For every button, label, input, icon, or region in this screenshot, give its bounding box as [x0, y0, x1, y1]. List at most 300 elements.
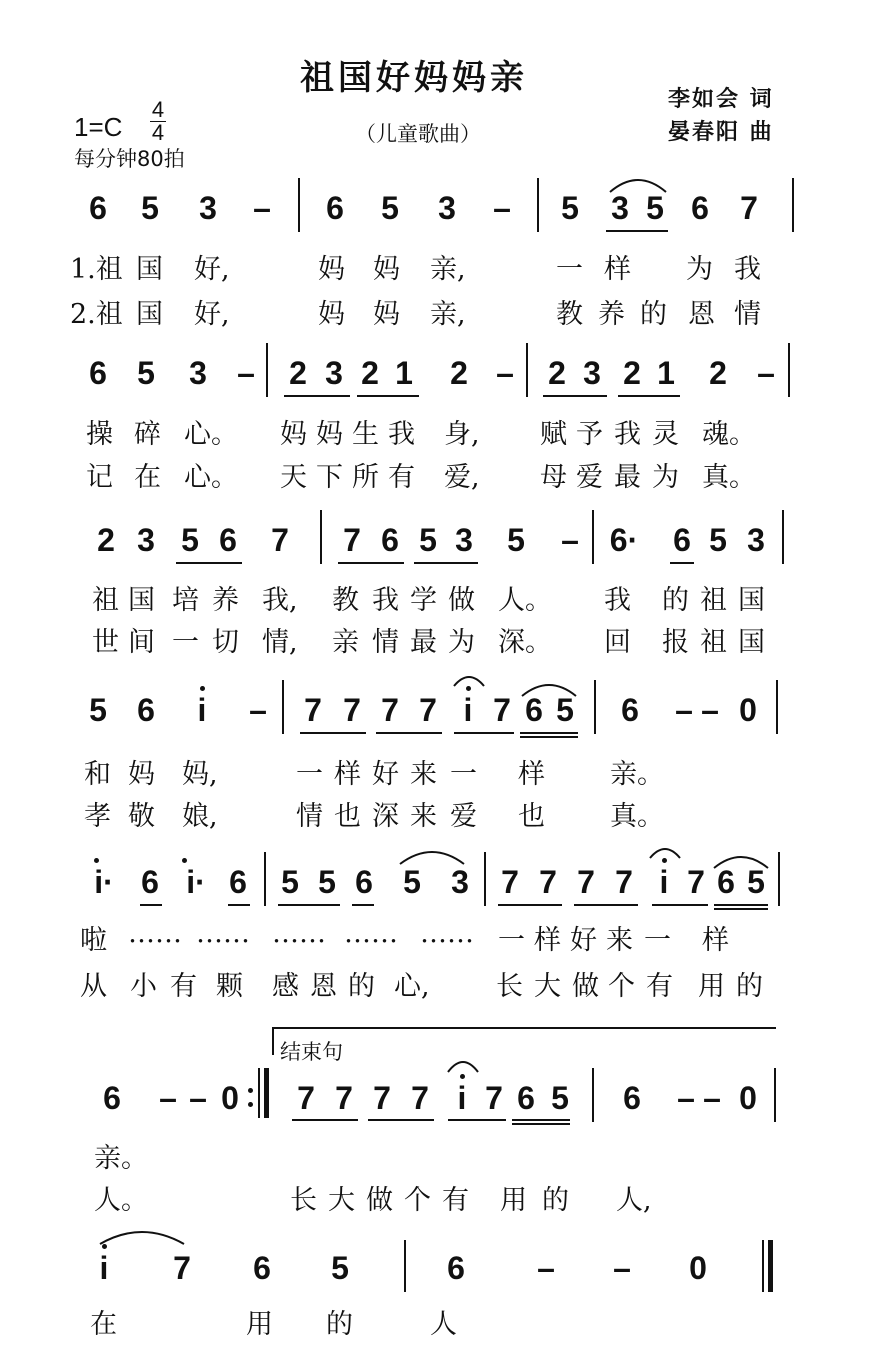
beam	[448, 1119, 506, 1121]
note: 6	[621, 692, 639, 728]
composer-credit: 晏春阳 曲	[668, 119, 774, 145]
beam	[574, 904, 638, 906]
beam	[352, 904, 374, 906]
lyric: 身,	[444, 419, 480, 450]
note: 1	[395, 355, 413, 391]
note: 3	[325, 355, 343, 391]
lyric: 一	[644, 925, 671, 956]
lyric: 亲	[332, 627, 359, 658]
lyric: 最	[614, 462, 641, 493]
lyric: 妈,	[182, 759, 218, 790]
lyric: 大	[328, 1185, 355, 1216]
lyricist-credit: 李如会 词	[668, 86, 774, 112]
lyric: 间	[128, 627, 155, 658]
barline	[298, 178, 300, 232]
lyric: 大	[534, 971, 561, 1002]
note: 7	[343, 522, 361, 558]
note: 5	[318, 864, 336, 900]
lyric: 灵	[652, 419, 679, 450]
note: 5	[403, 864, 421, 900]
note: 7	[419, 692, 437, 728]
lyric: 魂。	[702, 419, 756, 450]
note: 7	[539, 864, 557, 900]
lyric: 世	[92, 627, 119, 658]
lyric: 国	[136, 299, 163, 330]
octave-dot	[460, 1074, 465, 1079]
lyric: 爱,	[444, 462, 480, 493]
lyric: 我,	[262, 585, 298, 616]
lyric: 爱	[450, 801, 477, 832]
note: 3	[189, 355, 207, 391]
lyric: 好	[570, 925, 597, 956]
note: 0	[221, 1080, 239, 1116]
lyric: 一	[498, 925, 525, 956]
lyric: ……	[420, 918, 474, 949]
beam	[606, 230, 668, 232]
lyric: 长	[290, 1185, 317, 1216]
note: 7	[343, 692, 361, 728]
lyric: 亲,	[430, 299, 466, 330]
note: i	[659, 864, 669, 900]
note: 0	[739, 1080, 757, 1116]
barline	[788, 343, 790, 397]
barline	[404, 1240, 406, 1292]
barline	[778, 852, 780, 906]
song-title: 祖国好妈妈亲	[300, 58, 528, 98]
note: 3	[583, 355, 601, 391]
note: 7	[501, 864, 519, 900]
lyric: 在	[134, 462, 161, 493]
note: 6	[447, 1250, 465, 1286]
note: 1	[657, 355, 675, 391]
note: 7	[740, 190, 758, 226]
lyric: 2.祖	[70, 299, 123, 330]
dash: –	[537, 1250, 555, 1286]
lyric: 妈	[128, 759, 155, 790]
lyric: 人。	[94, 1185, 148, 1216]
lyric: 情	[372, 627, 399, 658]
octave-dot	[200, 686, 205, 691]
lyric: 用	[246, 1309, 273, 1340]
lyric: 深。	[498, 627, 552, 658]
note: 5	[709, 522, 727, 558]
lyric: 样	[604, 254, 631, 285]
lyric: 亲。	[610, 759, 664, 790]
time-signature-top: 4	[151, 97, 165, 122]
note: 5	[419, 522, 437, 558]
lyric: 啦	[80, 925, 107, 956]
note: 3	[199, 190, 217, 226]
lyric: 的	[662, 585, 689, 616]
barline	[484, 852, 486, 906]
genre-label: （儿童歌曲）	[355, 122, 481, 146]
note: 6	[141, 864, 159, 900]
lyric: 我	[734, 254, 761, 285]
lyric: 的	[542, 1185, 569, 1216]
note: 2	[450, 355, 468, 391]
note: i·	[186, 864, 206, 900]
lyric: 国	[128, 585, 155, 616]
lyric: 予	[576, 419, 603, 450]
lyric: 生	[352, 419, 379, 450]
lyric: 妈	[373, 299, 400, 330]
note: 6	[253, 1250, 271, 1286]
lyric: 样	[534, 925, 561, 956]
note: i	[99, 1250, 109, 1286]
note: 6	[525, 692, 543, 728]
note: i	[197, 692, 207, 728]
note: 0	[739, 692, 757, 728]
note: 6	[355, 864, 373, 900]
lyric: 样	[518, 759, 545, 790]
lyric: 有	[388, 462, 415, 493]
beam	[714, 904, 768, 906]
barline	[266, 343, 268, 397]
note: 6	[219, 522, 237, 558]
barline	[792, 178, 794, 232]
lyric: 亲。	[94, 1143, 148, 1174]
note: 5	[281, 864, 299, 900]
lyric: 养	[212, 585, 239, 616]
dash: –	[613, 1250, 631, 1286]
lyric: 祖	[700, 585, 727, 616]
lyric: 为	[652, 462, 679, 493]
note: 5	[181, 522, 199, 558]
note: i	[457, 1080, 467, 1116]
lyric: 国	[738, 585, 765, 616]
barline	[282, 680, 284, 734]
lyric: 一	[296, 759, 323, 790]
note: 7	[304, 692, 322, 728]
beam	[284, 395, 350, 397]
note: 6	[137, 692, 155, 728]
note: 6	[229, 864, 247, 900]
note: 7	[485, 1080, 503, 1116]
lyric: 娘,	[182, 801, 218, 832]
lyric: 敬	[128, 801, 155, 832]
lyric: 赋	[540, 419, 567, 450]
dash: –	[757, 355, 775, 391]
note: 7	[381, 692, 399, 728]
lyric: 来	[410, 759, 437, 790]
beam	[670, 562, 694, 564]
lyric: 和	[84, 759, 111, 790]
ending-bracket-left	[272, 1027, 274, 1055]
lyric: 好,	[194, 254, 230, 285]
note: 5	[561, 190, 579, 226]
note: 6	[103, 1080, 121, 1116]
lyric: 心,	[394, 971, 430, 1002]
lyric: 妈	[316, 419, 343, 450]
time-signature-bottom: 4	[151, 120, 165, 145]
lyric: 恩	[688, 299, 715, 330]
lyric: 培	[172, 585, 199, 616]
beam	[414, 562, 478, 564]
beam	[338, 562, 404, 564]
lyric: 也	[518, 801, 545, 832]
lyric: 我	[604, 585, 631, 616]
note: 6	[623, 1080, 641, 1116]
beam	[512, 1123, 570, 1125]
beam	[278, 904, 340, 906]
note: i	[463, 692, 473, 728]
note: 5	[507, 522, 525, 558]
lyric: 记	[86, 462, 113, 493]
lyric: 情,	[262, 627, 298, 658]
dash: –	[189, 1080, 207, 1116]
note: 5	[381, 190, 399, 226]
lyric: 碎	[134, 419, 161, 450]
end-barline	[762, 1240, 764, 1292]
barline	[774, 1068, 776, 1122]
slur	[520, 678, 578, 698]
note: 7	[615, 864, 633, 900]
dash: –	[249, 692, 267, 728]
lyric: 人	[430, 1309, 457, 1340]
lyric: 深	[372, 801, 399, 832]
barline	[592, 1068, 594, 1122]
lyric: 做	[366, 1185, 393, 1216]
note: 7	[335, 1080, 353, 1116]
note: 5	[551, 1080, 569, 1116]
lyric: 母	[540, 462, 567, 493]
lyric: 切	[212, 627, 239, 658]
barline	[320, 510, 322, 564]
barline	[776, 680, 778, 734]
octave-dot	[94, 858, 99, 863]
note: 5	[137, 355, 155, 391]
note: 6	[89, 190, 107, 226]
note: 5	[556, 692, 574, 728]
beam	[618, 395, 680, 397]
lyric: 的	[640, 299, 667, 330]
beam	[368, 1119, 434, 1121]
barline	[537, 178, 539, 232]
lyric: 有	[170, 971, 197, 1002]
note: 7	[297, 1080, 315, 1116]
lyric: 教	[556, 299, 583, 330]
note: 0	[689, 1250, 707, 1286]
note: 3	[611, 190, 629, 226]
note: 6	[89, 355, 107, 391]
note: 2	[361, 355, 379, 391]
note: 2	[97, 522, 115, 558]
lyric: 好	[372, 759, 399, 790]
beam	[520, 736, 578, 738]
note: 2	[709, 355, 727, 391]
octave-dot	[182, 858, 187, 863]
dash: –	[496, 355, 514, 391]
ending-label: 结束句	[280, 1040, 343, 1064]
lyric: 报	[662, 627, 689, 658]
dash: –	[561, 522, 579, 558]
lyric: 个	[608, 971, 635, 1002]
dash: –	[253, 190, 271, 226]
lyric: 人。	[498, 585, 552, 616]
lyric: 用	[500, 1185, 527, 1216]
lyric: 一	[172, 627, 199, 658]
lyric: 样	[334, 759, 361, 790]
note: 6·	[609, 522, 639, 558]
lyric: ……	[272, 918, 326, 949]
beam	[543, 395, 607, 397]
barline	[526, 343, 528, 397]
lyric: 妈	[280, 419, 307, 450]
slur	[446, 1054, 480, 1074]
lyric: 样	[702, 925, 729, 956]
lyric: 心。	[184, 462, 238, 493]
lyric: 情	[296, 801, 323, 832]
note: 6	[381, 522, 399, 558]
note: 3	[137, 522, 155, 558]
lyric: 的	[736, 971, 763, 1002]
lyric: 爱	[576, 462, 603, 493]
lyric: 的	[348, 971, 375, 1002]
lyric: 妈	[318, 299, 345, 330]
beam	[652, 904, 708, 906]
note: 5	[331, 1250, 349, 1286]
note: 5	[747, 864, 765, 900]
lyric: 的	[326, 1309, 353, 1340]
note: 2	[548, 355, 566, 391]
lyric: 好,	[194, 299, 230, 330]
dash: –	[677, 1080, 695, 1116]
lyric: 从	[80, 971, 107, 1002]
slur	[398, 844, 466, 866]
lyric: 我	[388, 419, 415, 450]
lyric: 妈	[318, 254, 345, 285]
note: 6	[517, 1080, 535, 1116]
lyric: 来	[606, 925, 633, 956]
lyric: 亲,	[430, 254, 466, 285]
lyric: 来	[410, 801, 437, 832]
lyric: 所	[352, 462, 379, 493]
lyric: 一	[556, 254, 583, 285]
lyric: 一	[450, 759, 477, 790]
slur	[452, 670, 486, 688]
dash: –	[159, 1080, 177, 1116]
lyric: 长	[496, 971, 523, 1002]
lyric: 有	[646, 971, 673, 1002]
lyric: 下	[316, 462, 343, 493]
note: 6	[326, 190, 344, 226]
barline	[594, 680, 596, 734]
lyric: 心。	[184, 419, 238, 450]
lyric: 恩	[310, 971, 337, 1002]
lyric: 我	[614, 419, 641, 450]
lyric: 感	[272, 971, 299, 1002]
lyric: 个	[404, 1185, 431, 1216]
slur	[648, 842, 682, 860]
beam	[300, 732, 366, 734]
lyric: 回	[604, 627, 631, 658]
barline	[264, 852, 266, 906]
lyric: 国	[738, 627, 765, 658]
slur	[608, 172, 668, 194]
lyric: 祖	[92, 585, 119, 616]
dash: –	[237, 355, 255, 391]
note: 7	[577, 864, 595, 900]
note: 3	[747, 522, 765, 558]
lyric: 真。	[610, 801, 664, 832]
lyric: 国	[136, 254, 163, 285]
repeat-dot	[248, 1102, 253, 1107]
lyric: 1.祖	[70, 254, 123, 285]
lyric: ……	[128, 918, 182, 949]
lyric: 妈	[373, 254, 400, 285]
beam	[176, 562, 242, 564]
lyric: 祖	[700, 627, 727, 658]
lyric: 用	[698, 971, 725, 1002]
note: 7	[271, 522, 289, 558]
lyric: 也	[334, 801, 361, 832]
lyric: 有	[442, 1185, 469, 1216]
note: 5	[141, 190, 159, 226]
lyric: 养	[598, 299, 625, 330]
lyric: 孝	[84, 801, 111, 832]
note: 2	[289, 355, 307, 391]
beam	[498, 904, 562, 906]
beam	[520, 732, 578, 734]
lyric: 我	[372, 585, 399, 616]
lyric: 最	[410, 627, 437, 658]
lyric: 做	[448, 585, 475, 616]
ending-bracket	[272, 1027, 776, 1029]
lyric: 为	[686, 254, 713, 285]
dash: –	[493, 190, 511, 226]
lyric: 做	[572, 971, 599, 1002]
note: i·	[94, 864, 114, 900]
note: 7	[493, 692, 511, 728]
slur	[712, 850, 770, 870]
note: 7	[373, 1080, 391, 1116]
time-signature	[150, 97, 166, 145]
note: 7	[411, 1080, 429, 1116]
note: 6	[673, 522, 691, 558]
lyric: 学	[410, 585, 437, 616]
dash: –	[701, 692, 719, 728]
beam	[512, 1119, 570, 1121]
repeat-barline	[258, 1068, 260, 1118]
lyric: ……	[196, 918, 250, 949]
beam	[376, 732, 442, 734]
beam	[357, 395, 419, 397]
note: 5	[89, 692, 107, 728]
key-signature: 1=C	[74, 112, 123, 142]
repeat-barline-thick	[264, 1068, 269, 1118]
lyric: 操	[86, 419, 113, 450]
beam	[292, 1119, 358, 1121]
dash: –	[703, 1080, 721, 1116]
lyric: ……	[344, 918, 398, 949]
lyric: 颗	[216, 971, 243, 1002]
beam	[228, 904, 250, 906]
barline	[782, 510, 784, 564]
lyric: 情	[734, 299, 761, 330]
note: 3	[455, 522, 473, 558]
beam	[454, 732, 514, 734]
note: 7	[687, 864, 705, 900]
repeat-dot	[248, 1088, 253, 1093]
slur	[98, 1224, 186, 1246]
beam	[140, 904, 162, 906]
barline	[592, 510, 594, 564]
lyric: 真。	[702, 462, 756, 493]
lyric: 人,	[616, 1185, 652, 1216]
tempo-marking: 每分钟80拍	[74, 147, 185, 171]
beam	[714, 908, 768, 910]
lyric: 在	[90, 1309, 117, 1340]
